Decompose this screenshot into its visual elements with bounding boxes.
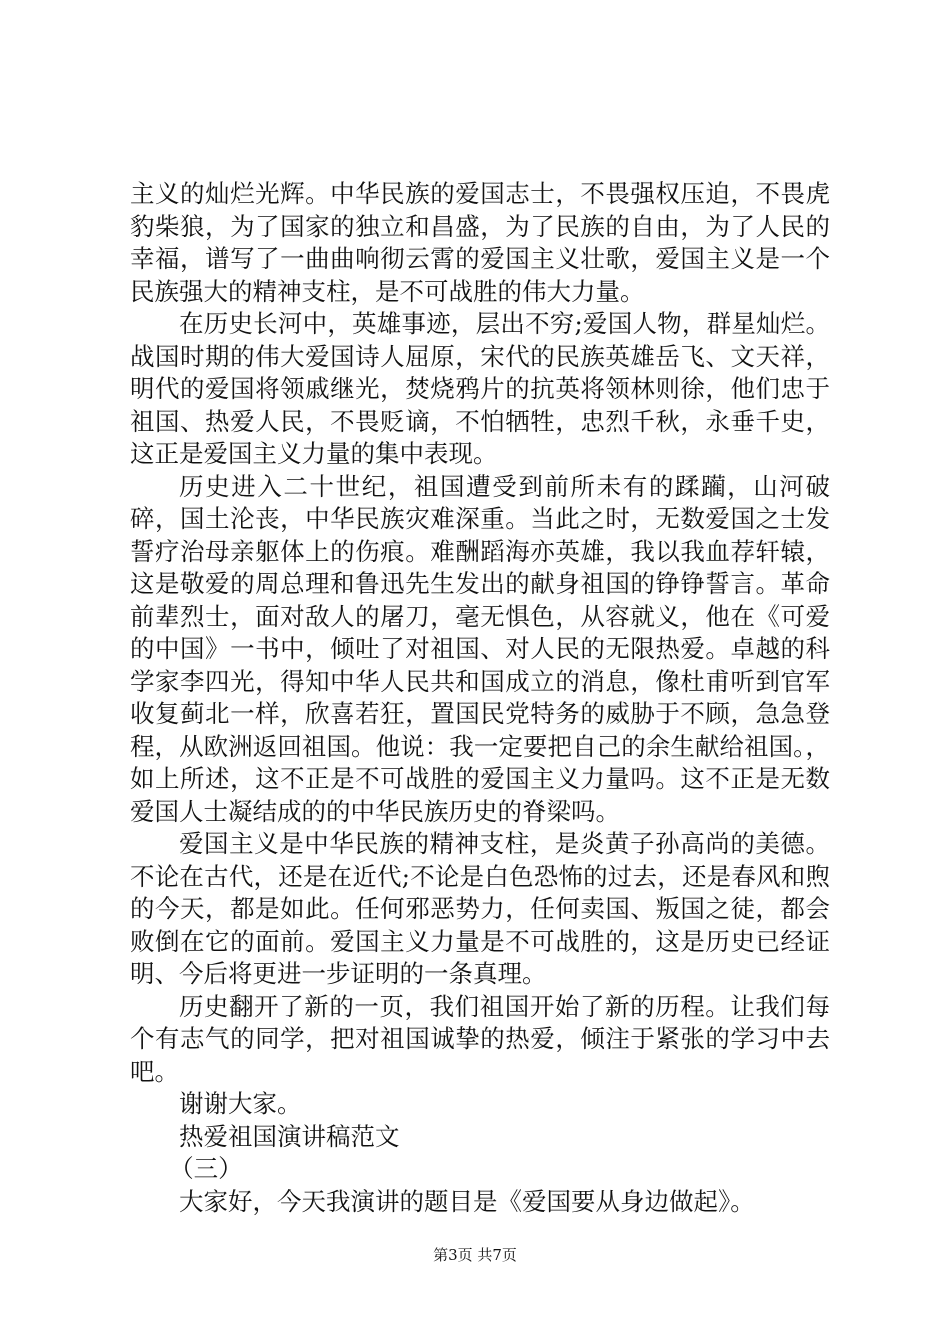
body-paragraph-twentieth-century: 历史进入二十世纪，祖国遭受到前所未有的蹂躏，山河破碎，国土沦丧，中华民族灾难深重。当此之时，无数爱国之士发誓疗治母亲躯体上的伤痕。难酬蹈海亦英雄，我以我血荐轩辕，这是敬爱的周总理和鲁迅先生发出的献身祖国的铮铮誓言。革命前辈烈士，面对敌人的屠刀，毫无惧色，从容就义，他在《可爱的中国》一书中，倾吐了对祖国、对人民的无限热爱。卓越的科学家李四光，得知中华人民共和国成立的消息，像杜甫听到官军收复蓟北一样，欣喜若狂，置国民党特务的威胁于不顾，急急登程，从欧洲返回祖国。他说：我一定要把自己的余生献给祖国。，如上所述，这不正是不可战胜的爱国主义力量吗。这不正是无数爱国人士凝结成的的中华民族历史的脊梁吗。: [130, 471, 830, 826]
section-title: 热爱祖国演讲稿范文: [179, 1121, 400, 1151]
body-paragraph-spiritual-pillar: 爱国主义是中华民族的精神支柱，是炎黄子孙高尚的美德。不论在古代，还是在近代;不论是白色恐怖的过去，还是春风和煦的今天，都是如此。任何邪恶势力，任何卖国、叛国之徒，都会败倒在它的面前。爱国主义力量是不可战胜的，这是历史已经证明、今后将更进一步证明的一条真理。: [130, 829, 830, 988]
body-paragraph-continuation: 主义的灿烂光辉。中华民族的爱国志士，不畏强权压迫，不畏虎豹柴狼，为了国家的独立和昌盛，为了民族的自由，为了人民的幸福，谱写了一曲曲响彻云霄的爱国主义壮歌，爱国主义是一个民族强大的精神支柱，是不可战胜的伟大力量。: [130, 179, 830, 306]
document-body: [130, 178, 830, 1218]
section-number: （三）: [169, 1154, 243, 1183]
speech-opening: 大家好，今天我演讲的题目是《爱国要从身边做起》。: [179, 1186, 755, 1216]
closing-thanks: 谢谢大家。: [179, 1089, 302, 1118]
body-paragraph-new-chapter: 历史翻开了新的一页，我们祖国开始了新的历程。让我们每个有志气的同学，把对祖国诚挚的热爱，倾注于紧张的学习中去吧。: [130, 991, 830, 1086]
page-number-footer: 第3页 共7页: [433, 1246, 517, 1264]
body-paragraph-heroes: 在历史长河中，英雄事迹，层出不穷;爱国人物，群星灿烂。战国时期的伟大爱国诗人屈原，宋代的民族英雄岳飞、文天祥，明代的爱国将领戚继光，焚烧鸦片的抗英将领林则徐，他们忠于祖国、热爱人民，不畏贬谪，不怕牺牲，忠烈千秋，永垂千史，这正是爱国主义力量的集中表现。: [130, 309, 830, 468]
